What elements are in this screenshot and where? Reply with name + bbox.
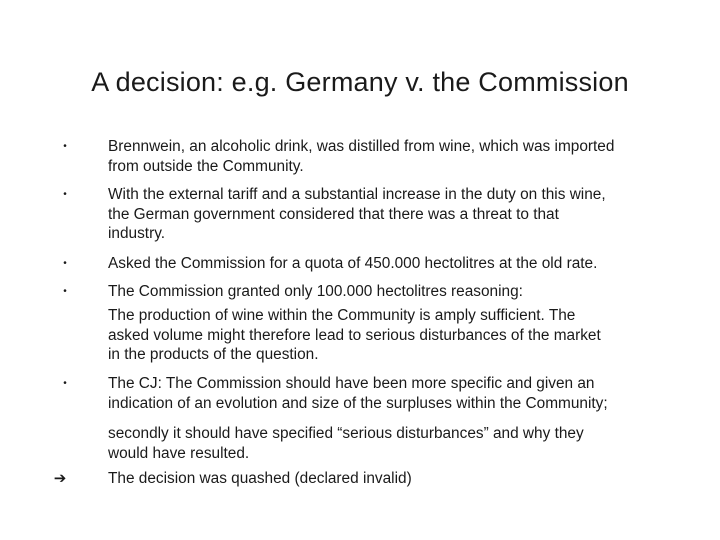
bullet-text: With the external tariff and a substantial increase in the duty on this wine, the German government considered that there was a threat to that industry.	[108, 186, 606, 242]
bullet-text: The production of wine within the Community is amply sufficient. The asked volume might therefore lead to serious disturbances of the market in the products of the question.	[108, 307, 601, 363]
slide-title: A decision: e.g. Germany v. the Commission	[91, 67, 629, 97]
bullet-text: secondly it should have specified “serious disturbances” and why they would have resulted.	[108, 425, 584, 462]
bullet-icon: •	[63, 258, 67, 269]
bullet-text: The Commission granted only 100.000 hectolitres reasoning:	[108, 283, 523, 300]
bullet-icon: •	[63, 141, 67, 152]
bullet-icon: •	[63, 286, 67, 297]
bullet-icon: •	[63, 378, 67, 389]
bullet-icon: •	[63, 189, 67, 200]
bullet-text: The decision was quashed (declared invalid)	[108, 470, 412, 487]
bullet-text: Brennwein, an alcoholic drink, was distilled from wine, which was imported from outside the Community.	[108, 138, 615, 175]
bullet-text: The CJ: The Commission should have been more specific and given an indication of an evolution and size of the surpluses within the Community;	[108, 375, 608, 412]
arrow-right-icon: ➔	[53, 470, 67, 487]
bullet-text: Asked the Commission for a quota of 450.000 hectolitres at the old rate.	[108, 255, 598, 272]
